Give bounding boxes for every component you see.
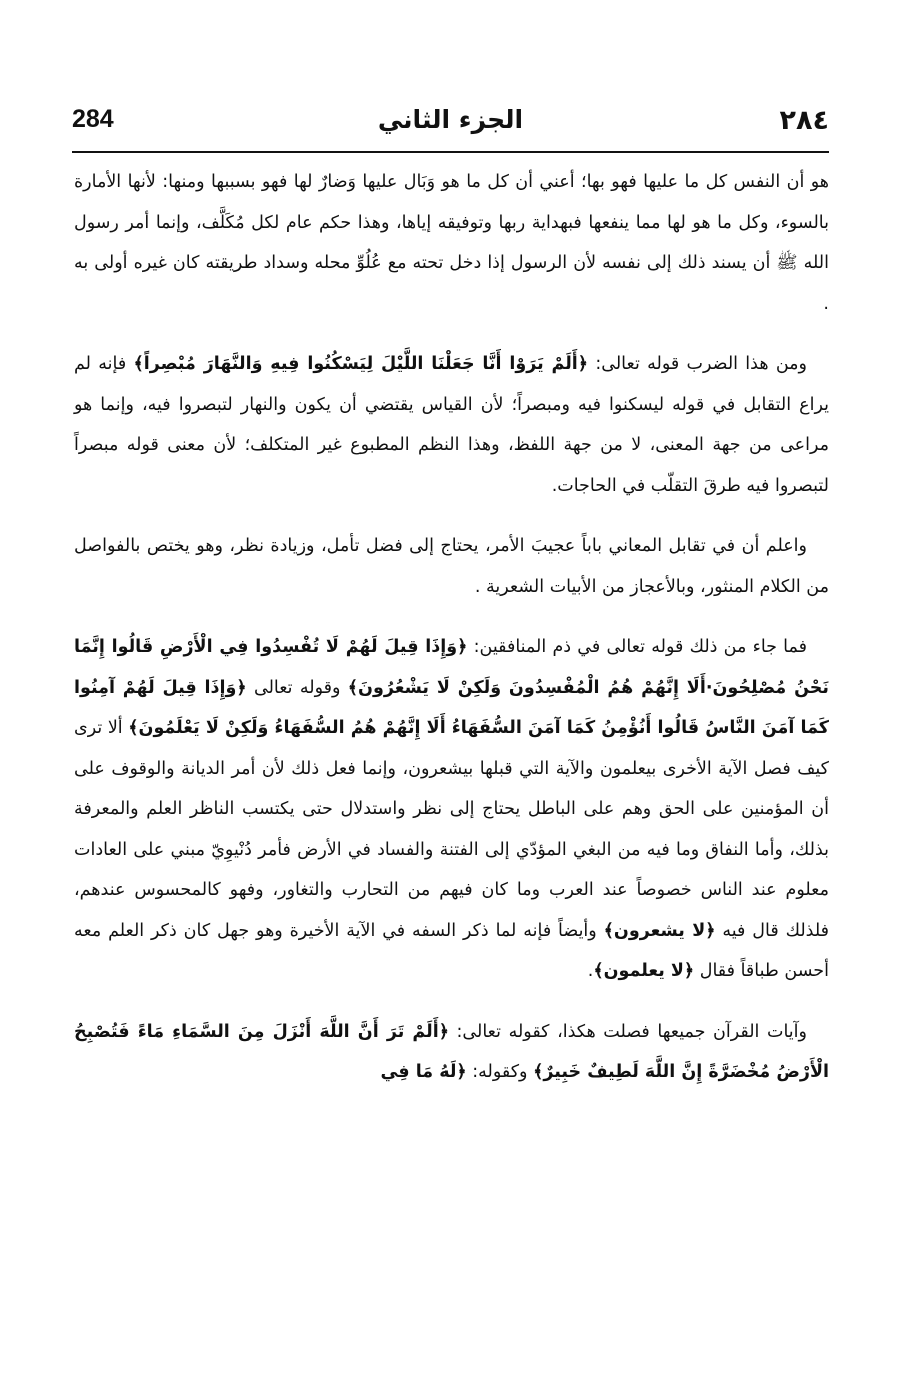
quran-quote: ﴿وَإِذَا قِيلَ لَهُمْ آمِنُوا كَمَا آمَنَ النَّاسُ قَالُوا أَنُؤْمِنُ كَمَا آمَنَ السُّفَهَاءُ أَلَا إِنَّهُمْ هُمُ السُّفَهَاءُ وَلَكِنْ لَا يَعْلَمُونَ﴾ [74,677,829,738]
page-number-arabic: ٢٨٤ [779,105,829,136]
page-header [72,105,829,153]
quran-quote: ﴿لا يشعرون﴾ [603,920,716,941]
paragraph-1: هو أن النفس كل ما عليها فهو بها؛ أعني أن كل ما هو وَبَال عليها وَضارٌ لها فهو بسببها ومنها: لأنها الأمارة بالسوء، وكل ما هو لها مما ينفعها فبهداية ربها وتوفيقه إياها، وهذا حكم عام لكل مُكَلَّف، وإنما أمر رسول الله ﷺ أن يسند ذلك إلى نفسه لأن الرسول إذا دخل تحته مع عُلُوِّ محله وسداد طريقته كان غيره أولى به . [74,172,829,314]
quran-quote: ﴿لَهُ مَا فِي [380,1062,467,1082]
paragraph-3: واعلم أن في تقابل المعاني باباً عجيبَ الأمر، يحتاج إلى فضل تأمل، وزيادة نظر، وهو يختص بالفواصل من الكلام المنثور، وبالأعجاز من الأبيات الشعرية . [74,536,829,597]
paragraph-4: فما جاء من ذلك قوله تعالى في ذم المنافقين: ﴿وَإِذَا قِيلَ لَهُمْ لَا تُفْسِدُوا فِي الْأَرْضِ قَالُوا إِنَّمَا نَحْنُ مُصْلِحُونَ·أَلَا إِنَّهُمْ هُمُ الْمُفْسِدُونَ وَلَكِنْ لَا يَشْعُرُونَ﴾ وقوله تعالى ﴿وَإِذَا قِيلَ لَهُمْ آمِنُوا كَمَا آمَنَ النَّاسُ قَالُوا أَنُؤْمِنُ كَمَا آمَنَ السُّفَهَاءُ أَلَا إِنَّهُمْ هُمُ السُّفَهَاءُ وَلَكِنْ لَا يَعْلَمُونَ﴾ ألا ترى كيف فصل الآية الأخرى بيعلمون والآية التي قبلها بيشعرون، وإنما فعل ذلك لأن أمر الديانة والوقوف على أن المؤمنين على الحق وهم على الباطل يحتاج إلى نظر واستدلال حتى يكتسب الناظر العلم والمعرفة بذلك، وأما النفاق وما فيه من البغي المؤدّي إلى الفتنة والفساد في الأرض فأمر دُنْيوِيّ مبني على العادات معلوم عند الناس خصوصاً عند العرب وما كان فيهم من التحارب والتغاور، وفهو كالمحسوس عندهم، فلذلك قال فيه ﴿لا يشعرون﴾ وأيضاً فإنه لما ذكر السفه في الآية الأخيرة وهو جهل كان ذكر العلم معه أحسن طباقاً فقال ﴿لا يعلمون﴾. [74,637,829,981]
paragraph-5: وآيات القرآن جميعها فصلت هكذا، كقوله تعالى: ﴿أَلَمْ تَرَ أَنَّ اللَّهَ أَنْزَلَ مِنَ السَّمَاءِ مَاءً فَتُصْبِحُ الْأَرْضُ مُخْضَرَّةً إِنَّ اللَّهَ لَطِيفٌ خَبِيرٌ﴾ وكقوله: ﴿لَهُ مَا فِي [74,1021,829,1082]
page-number-latin: 284 [72,105,114,133]
quran-quote: ﴿وَإِذَا قِيلَ لَهُمْ لَا تُفْسِدُوا فِي الْأَرْضِ قَالُوا إِنَّمَا نَحْنُ مُصْلِحُونَ·أَلَا إِنَّهُمْ هُمُ الْمُفْسِدُونَ وَلَكِنْ لَا يَشْعُرُونَ﴾ [74,637,829,698]
body-text [74,162,829,1093]
paragraph-2: ومن هذا الضرب قوله تعالى: ﴿أَلَمْ يَرَوْا أَنَّا جَعَلْنَا اللَّيْلَ لِيَسْكُنُوا فِيهِ وَالنَّهَارَ مُبْصِراً﴾ فإنه لم يراع التقابل في قوله ليسكنوا فيه ومبصراً؛ لأن القياس يقتضي أن يكون والنهار لتبصروا فيه، وإنما هو مراعى من جهة المعنى، لا من جهة اللفظ، وهذا النظم المطبوع غير المتكلف؛ لأن معنى قوله مبصراً لتبصروا فيه طرقَ التقلّب في الحاجات. [74,354,829,496]
quran-quote: ﴿أَلَمْ يَرَوْا أَنَّا جَعَلْنَا اللَّيْلَ لِيَسْكُنُوا فِيهِ وَالنَّهَارَ مُبْصِراً﴾ [133,354,589,374]
quran-quote: ﴿لا يعلمون﴾ [593,961,695,981]
quran-quote: ﴿أَلَمْ تَرَ أَنَّ اللَّهَ أَنْزَلَ مِنَ السَّمَاءِ مَاءً فَتُصْبِحُ الْأَرْضُ مُخْضَرَّةً إِنَّ اللَّهَ لَطِيفٌ خَبِيرٌ﴾ [74,1021,829,1082]
running-title: الجزء الثاني [377,105,524,134]
